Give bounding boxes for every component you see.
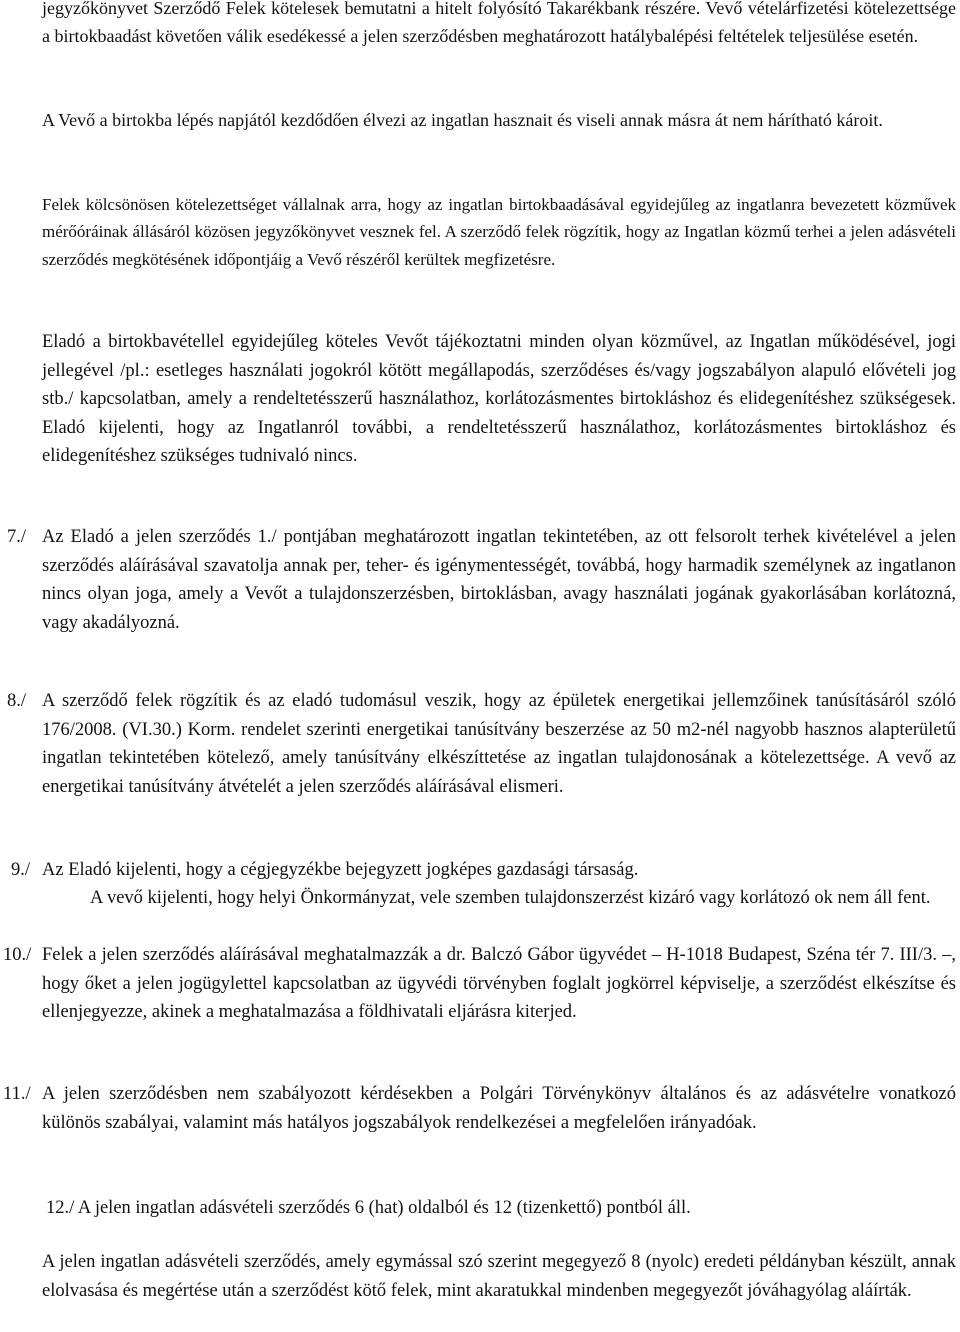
- possession-paragraph: A Vevő a birtokba lépés napjától kezdődően élvezi az ingatlan hasznait és viseli annak másra át nem hárítható károit.: [42, 110, 883, 130]
- section-8-number: 8./: [7, 691, 27, 711]
- section-9-buyer-statement: A vevő kijelenti, hogy helyi Önkormányzat, vele szemben tulajdonszerzést kizáró vagy korlátozó ok nem áll fent.: [90, 888, 931, 908]
- section-9-text: Az Eladó kijelenti, hogy a cégjegyzékbe bejegyzett jogképes gazdasági társaság.: [42, 860, 639, 880]
- section-10-number: 10./: [3, 945, 32, 965]
- section-7-number: 7./: [7, 527, 27, 547]
- section-9-number: 9./: [11, 860, 31, 880]
- closing-paragraph: A jelen ingatlan adásvételi szerződés, amely egymással szó szerint megegyező 8 (nyolc) eredeti példányban készült, annak elolvasása és megértése után a szerződést kötő felek, mint akaratukkal mindenben megegyezőt jóváhagyólag aláírták.: [42, 1252, 956, 1301]
- section-7-text: Az Eladó a jelen szerződés 1./ pontjában meghatározott ingatlan tekintetében, az ott felsorolt terhek kivételével a jelen szerződés aláírásával szavatolja annak per, teher- és igénymentességét, továbbá, hogy harmadik személynek az ingatlanon nincs olyan joga, amely a Vevőt a tulajdonszerzésben, birtoklásban, avagy használati jogának gyakorlásában korlátozná, vagy akadályozná.: [42, 527, 956, 633]
- information-paragraph: Eladó a birtokbavétellel egyidejűleg köteles Vevőt tájékoztatni minden olyan közművel, az Ingatlan működésével, jogi jellegével /pl.: esetleges használati jogokról kötött megállapodás, szerződéses és/vagy jogszabályon alapuló elővételi jog stb./ kapcsolatban, amely a rendeltetésszerű használathoz, korlátozásmentes birtokláshoz és elidegenítéshez szükségesek. Eladó kijelenti, hogy az Ingatlanról további, a rendeltetésszerű használathoz, korlátozásmentes birtokláshoz és elidegenítéshez szükséges tudnivaló nincs.: [42, 332, 956, 466]
- section-10-text: Felek a jelen szerződés aláírásával meghatalmazzák a dr. Balczó Gábor ügyvédet – H-1018 Budapest, Széna tér 7. III/3. –, hogy őket a jelen jogügylettel kapcsolatban az ügyvédi törvényben foglalt jogkörrel képviselje, a szerződést elkészítse és ellenjegyezze, akinek a meghatalmazása a földhivatali eljárásra kiterjed.: [42, 945, 956, 1022]
- intro-paragraph: jegyzőkönyvet Szerződő Felek kötelesek bemutatni a hitelt folyósító Takarékbank részére. Vevő vételárfizetési kötelezettsége a birtokbaadást követően válik esedékessé a jelen szerződésben meghatározott hatálybalépési feltételek teljesülése esetén.: [42, 0, 956, 47]
- section-11-text: A jelen szerződésben nem szabályozott kérdésekben a Polgári Törvénykönyv általános és az adásvételre vonatkozó különös szabályai, valamint más hatályos jogszabályok rendelkezései a megfelelően irányadóak.: [42, 1084, 956, 1133]
- section-11-number: 11./: [3, 1084, 31, 1104]
- section-12-text: 12./ A jelen ingatlan adásvételi szerződés 6 (hat) oldalból és 12 (tizenkettő) pontból áll.: [46, 1198, 691, 1218]
- utilities-paragraph: Felek kölcsönösen kötelezettséget vállalnak arra, hogy az ingatlan birtokbaadásával egyidejűleg az ingatlanra bevezetett közművek mérőóráinak állásáról közösen jegyzőkönyvet vesznek fel. A szerződő felek rögzítik, hogy az Ingatlan közmű terhei a jelen adásvételi szerződés megkötésének időpontjáig a Vevő részéről kerültek megfizetésre.: [42, 195, 956, 269]
- section-8-text: A szerződő felek rögzítik és az eladó tudomásul veszik, hogy az épületek energetikai jellemzőinek tanúsításáról szóló 176/2008. (VI.30.) Korm. rendelet szerinti energetikai tanúsítvány beszerzése az 50 m2-nél nagyobb hasznos alapterületű ingatlan tekintetében kötelező, amely tanúsítvány elkészíttetése az ingatlan tulajdonosának a kötelezettsége. A vevő az energetikai tanúsítvány átvételét a jelen szerződés aláírásával elismeri.: [42, 691, 956, 797]
